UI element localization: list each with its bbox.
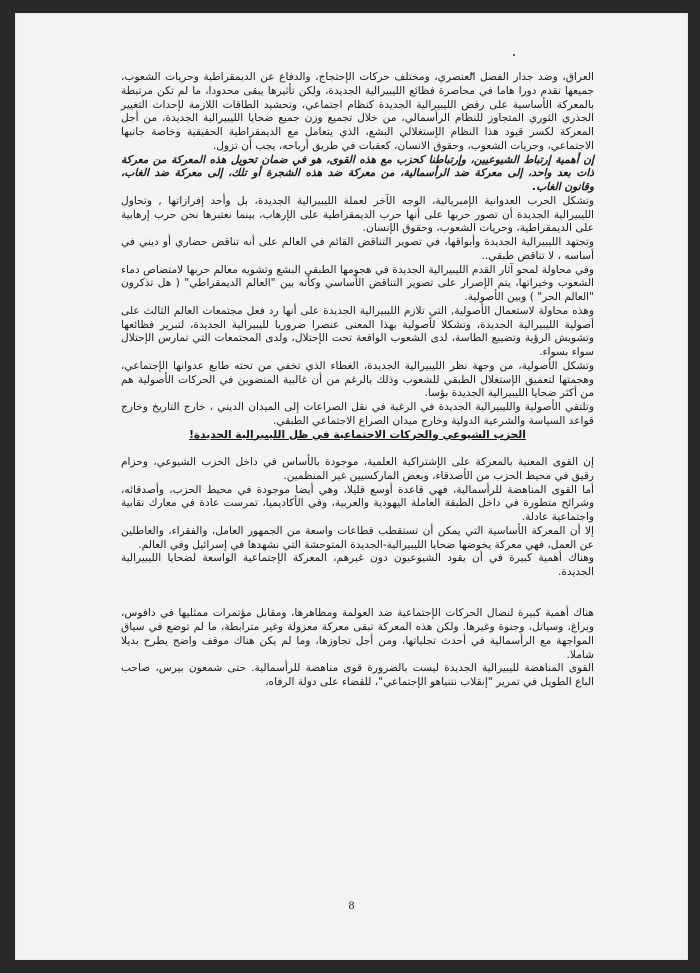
paragraph: وتشكل الحرب العدوانية الإمبريالية، الوجه الآخر لعملة الليبيرالية الجديدة، بل وأحد إفرازاتها , وتحاول الليبيرالية الجديدة أن تصور حربها على أنها حرب الديمقراطية على الإرهاب، بينما نعتبرها نحن حرب إرهابية على الديمقراطية، وحريات الشعوب، وحقوق الإنسان.	[121, 194, 594, 235]
document-body	[121, 71, 594, 690]
scan-speck	[513, 54, 515, 56]
page-number: 8	[348, 898, 355, 912]
paragraph: أما القوى المناهضة للرأسمالية، فهي قاعدة أوسع قليلا، وهي أيضا موجودة في محيط الحزب، وأصدقائه، وشرائح متطورة في داخل الطبقة العاملة اليهودية والعربية، وفي الأكاديميا، تمرست عادة في معارك نقابية واجتماعية عادلة.	[121, 483, 594, 523]
paragraph: وهذه محاولة لاستعمال الأصولية, التي تلازم الليبيرالية الجديدة على أنها رد فعل مجتمعات العالم الثالث على أصولية الليبيرالية الجديدة، وتشكلا لأصولية بهذا المعنى عنصرا ضروريا لليبيرالية الجديدة، لتبرير فظائعها وتشويش الرؤية وتضييع الطاسة، لدى الشعوب الواقعة تحت الإحتلال، ولدى المجتمعات التي تمارس الإحتلال سواء بسواء.	[121, 304, 594, 358]
section-heading: الحزب الشيوعي والحركات الاجتماعية في ظل الليبيرالية الجديدة!	[189, 428, 526, 441]
paragraph: إن القوى المعنية بالمعركة على الإشتراكية العلمية، موجودة بالأساس في داخل الحزب الشيوعي، وحزام رقيق في محيط الحزب من الأصدقاء، وبعض الماركسيين غير المنظمين.	[121, 456, 594, 482]
paragraph: إلا أن المعركة الأساسية التي يمكن أن تستقطب قطاعات واسعة من الجمهور العامل، والفقراء، والعاطلين عن العمل، فهي معركة يخوضها ضحايا الليبيرالية-الجديدة المتوحشة التي نشهدها في إسرائيل وفي العالم.	[121, 524, 594, 551]
emphasis-paragraph: إن أهمية إرتباط الشيوعيين، وإرتباطنا كحزب مع هذه القوى، هو في ضمان تحويل هذه المعركة من معركة ذات بعد واحد، إلى معركة ضد الرأسمالية، من معركة ضد هذه الشجرة أو تلك، إلى معركة ضد الغاب، وقانون الغاب.	[121, 153, 594, 193]
paragraph: وتجتهد الليبيرالية الجديدة وأبواقها، في تصوير التناقض القائم في العالم على أنه تناقض حضاري أو ديني في أساسه ، لا تناقض طبقي..	[121, 236, 594, 262]
paragraph: هناك أهمية كبيرة لنضال الحركات الإجتماعية ضد العولمة ومظاهرها، ومقابل مؤتمرات ممثليها في دافوس، وبراغ، وسياتل، وجنوة وغيرها. ولكن هذه المعركة تبقى معركة معزولة وغير مترابطة، ما لم توضع في سياق المواجهة مع الرأسمالية في أحدث تجلياتها، ومن أجل تجاوزها، وما لم يكن هناك موقف واضح يطرح بديلا شاملا.	[121, 607, 594, 661]
paragraph: العراق، وضد جدار الفصل العنصري، ومختلف حركات الإحتجاج، والدفاع عن الديمقراطية وحريات الشعوب، جميعها تقدم دورا هاما في محاصرة فظائع الليبيرالية الجديدة، ولكن تأثيرها يبقى محدودا، ما لم تكن مرتبطة بالمعركة الأساسية على رفض الليبيرالية الجديدة كنظام اجتماعي، وتحشيد الطاقات اللازمة لإحداث التغيير الجذري الثوري المتجاوز للنظام الرأسمالي، من خلال تجميع وزن جميع ضحايا الليبيرالية الجديدة، من أجل المعركة لكسر قيود هذا النظام الإستغلالي البشع، الذي يتعامل مع الديمقراطية الحقيقية وخاصة جانبها الاجتماعي، وحريات الشعوب، وحقوق الانسان، كعقبات في طريق أرباحه، يجب أن تزول.	[121, 71, 594, 152]
spacer	[121, 580, 594, 608]
paragraph: وتلتقي الأصولية والليبيرالية الجديدة في الرغبة في نقل الصراعات إلى الميدان الديني ، خارج التاريخ وخارج قواعد السياسة والشرعية الدولية وخارج ميدان الصراع الاجتماعي الطبقي.	[121, 401, 594, 427]
document-page	[15, 13, 688, 960]
paragraph: وفي محاولة لمحو آثار القدم الليبيرالية الجديدة في هجومها الطبقي البشع وتشويه معالم حربها لامتصاص دماء الشعوب وخيراتها، يتم الإصرار على تصوير التناقض الأساسي وكأنه بين "العالم الديمقراطي" ( هل تذكرون "العالم الحر" ) وبين الأصولية.	[121, 263, 594, 303]
paragraph: وهناك أهمية كبيرة في أن يقود الشيوعيون دون غيرهم، المعركة الإجتماعية الواسعة لضحايا الليبيرالية الجديدة.	[121, 552, 594, 578]
spacer	[121, 442, 594, 456]
paragraph: القوى المناهضة لليبيرالية الجديدة ليست بالضرورة قوى مناهضة للرأسمالية. حتى شمعون بيرس، صاحب الباع الطويل في تمرير "إنقلاب نتنياهو الإجتماعي"، للقضاء على دولة الرفاه،	[121, 662, 594, 688]
paragraph: وتشكل الأصولية، من وجهة نظر الليبيرالية الجديدة، الغطاء الذي تخفي من تحته طابع عدوانها الإجتماعي، وهجمتها لتعميق الإستغلال الطبقي للشعوب وذلك بالرغم من أن غالبية المنضوين في الحركات الأصولية هم من أكثر ضحايا الليبيرالية الجديدة بؤسا.	[121, 359, 594, 400]
